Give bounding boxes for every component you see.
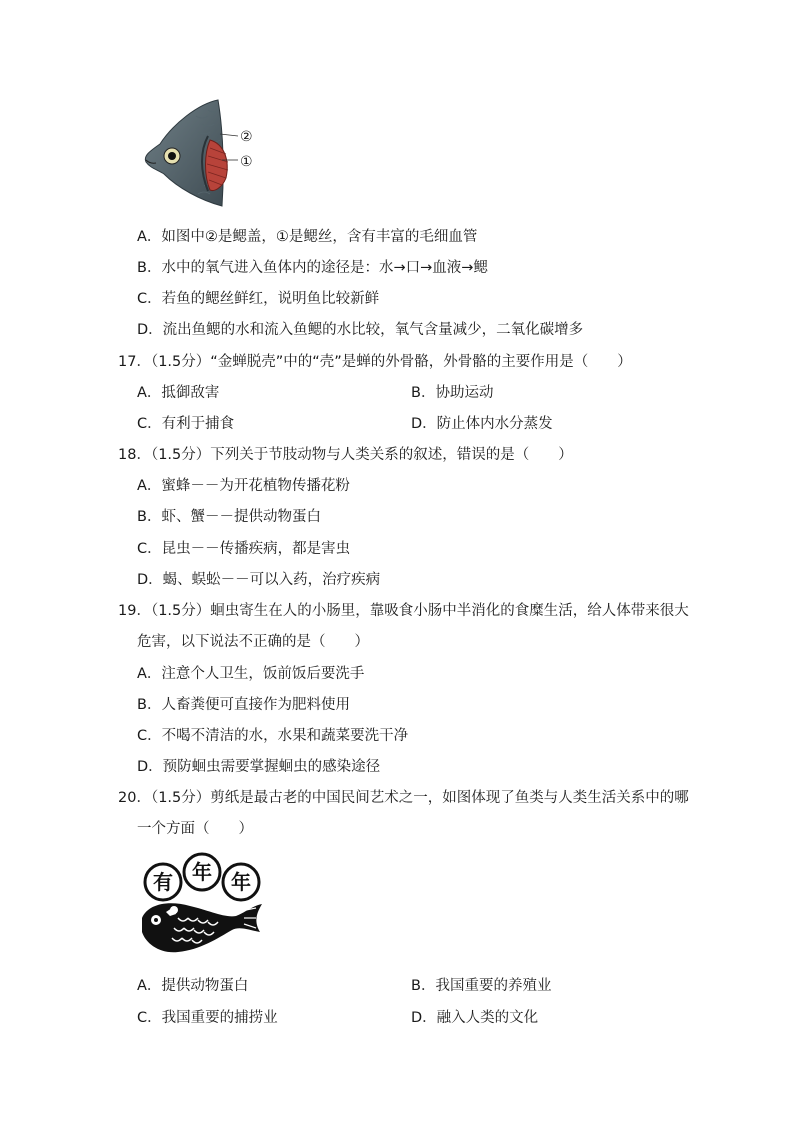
papercut-char-nian-right: 年 <box>231 870 251 894</box>
q19-option-d: D．预防蛔虫需要掌握蛔虫的感染途径 <box>137 759 381 775</box>
q18-option-c: C．昆虫－－传播疾病，都是害虫 <box>137 541 351 557</box>
q18-stem: 18．（1.5分）下列关于节肢动物与人类关系的叙述，错误的是（ ） <box>118 447 573 463</box>
q17-option-c: C．有利于捕食 <box>137 416 235 432</box>
q19-stem-line2: 危害，以下说法不正确的是（ ） <box>137 634 369 650</box>
q20-option-d: D．融入人类的文化 <box>411 1010 539 1026</box>
q18-option-b: B．虾、蟹－－提供动物蛋白 <box>137 509 321 525</box>
q16-option-d: D．流出鱼鳃的水和流入鱼鳃的水比较，氧气含量减少，二氧化碳增多 <box>137 322 584 338</box>
q19-stem-line1: 19．（1.5分）蛔虫寄生在人的小肠里，靠吸食小肠中半消化的食糜生活，给人体带来很大 <box>118 603 689 619</box>
papercut-fish-figure <box>138 852 266 964</box>
label-gill-filament: ① <box>240 154 253 170</box>
q17-option-d: D．防止体内水分蒸发 <box>411 416 553 432</box>
q18-option-d: D．蝎、蜈蚣－－可以入药，治疗疾病 <box>137 572 381 588</box>
q20-option-a: A．提供动物蛋白 <box>137 978 249 994</box>
q17-stem: 17．（1.5分）“金蝉脱壳”中的“壳”是蝉的外骨骼，外骨骼的主要作用是（ ） <box>118 354 632 370</box>
q16-option-a: A．如图中②是鳃盖，①是鳃丝，含有丰富的毛细血管 <box>137 229 478 245</box>
q20-option-c: C．我国重要的捕捞业 <box>137 1010 278 1026</box>
q19-option-b: B．人畜粪便可直接作为肥料使用 <box>137 697 350 713</box>
q20-stem-line2: 一个方面（ ） <box>137 821 253 837</box>
q16-option-c: C．若鱼的鳃丝鲜红，说明鱼比较新鲜 <box>137 291 380 307</box>
q19-option-a: A．注意个人卫生，饭前饭后要洗手 <box>137 666 365 682</box>
q20-option-b: B．我国重要的养殖业 <box>411 978 552 994</box>
papercut-char-nian-mid: 年 <box>192 860 212 884</box>
papercut-char-you: 有 <box>153 870 173 894</box>
q17-option-b: B．协助运动 <box>411 385 494 401</box>
q18-option-a: A．蜜蜂－－为开花植物传播花粉 <box>137 478 350 494</box>
q17-option-a: A．抵御敌害 <box>137 385 220 401</box>
q16-option-b: B．水中的氧气进入鱼体内的途径是：水→口→血液→鳃 <box>137 260 488 276</box>
label-operculum: ② <box>240 129 253 145</box>
q19-option-c: C．不喝不清洁的水，水果和蔬菜要洗干净 <box>137 728 409 744</box>
q20-stem-line1: 20．（1.5分）剪纸是最古老的中国民间艺术之一，如图体现了鱼类与人类生活关系中的哪 <box>118 790 689 806</box>
